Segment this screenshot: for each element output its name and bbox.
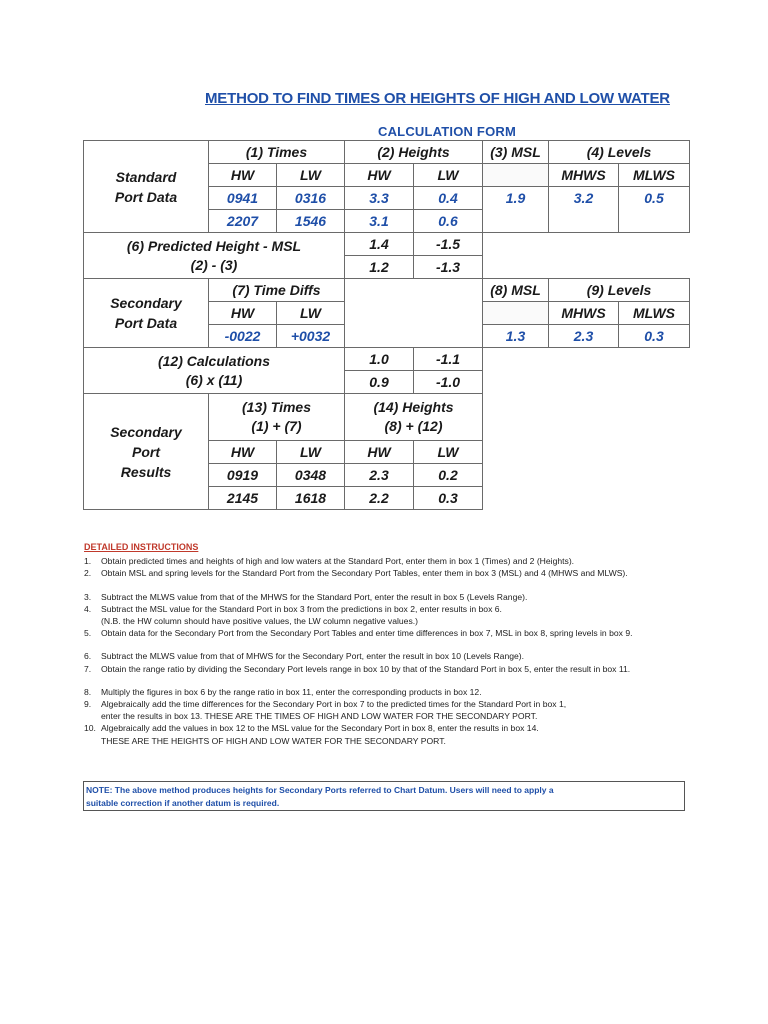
detailed-instructions [84, 541, 688, 747]
times13-line2: (1) + (7) [251, 418, 302, 434]
sec-mlws-value: 0.3 [619, 325, 690, 348]
res-lw-height-2: 0.3 [414, 487, 483, 510]
instruction-text: Obtain predicted times and heights of high and low waters at the Standard Port, enter them in box 1 (Times) and 2 (Heights). [101, 556, 575, 567]
heights-header: (2) Heights [345, 141, 483, 164]
times-header: (1) Times [209, 141, 345, 164]
instruction-item [84, 627, 688, 639]
calc-lw-2: -1.0 [414, 371, 483, 394]
instruction-number: 1. [84, 556, 92, 567]
sec-hw-header: HW [209, 302, 277, 325]
note-line-1: NOTE: The above method produces heights for Secondary Ports referred to Chart Datum. Users will need to apply a [86, 785, 554, 795]
standard-label-line2: Port Data [114, 188, 178, 205]
results-label-line3: Results [120, 463, 172, 480]
mhws-header: MHWS [549, 164, 619, 187]
calc-lw-1: -1.1 [414, 348, 483, 371]
msl8-header: (8) MSL [483, 279, 549, 302]
std-lw-height-1: 0.4 [414, 187, 483, 210]
standard-port-data-label [84, 141, 209, 233]
std-lw-height-header: LW [414, 164, 483, 187]
std-hw-height-2: 3.1 [345, 210, 414, 233]
instruction-text: Algebraically add the values in box 12 to the MSL value for the Secondary Port in box 8, enter the results in box 14. [101, 723, 539, 734]
empty-cell [483, 371, 690, 394]
datum-note-box [83, 781, 685, 811]
calc-label-line1: (12) Calculations [157, 352, 271, 369]
calc-hw-1: 1.0 [345, 348, 414, 371]
instruction-number: 8. [84, 686, 92, 697]
instruction-text: Multiply the figures in box 6 by the range ratio in box 11, enter the corresponding products in box 12. [101, 686, 482, 697]
standard-label-line1: Standard [115, 168, 177, 185]
page-title: METHOD TO FIND TIMES OR HEIGHTS OF HIGH AND LOW WATER [205, 90, 670, 107]
instruction-item [84, 686, 688, 698]
std-hw-time-2: 2207 [209, 210, 277, 233]
instruction-number: 9. [84, 699, 92, 710]
instruction-text: Obtain the range ratio by dividing the Secondary Port levels range in box 10 by that of the Standard Port in box 5, enter the result in box 11. [101, 663, 631, 674]
res-lw-time-1: 0348 [277, 464, 345, 487]
predicted-lw-2: -1.3 [414, 256, 483, 279]
std-hw-height-header: HW [345, 164, 414, 187]
msl-subheader-blank [483, 164, 549, 187]
calc-hw-2: 0.9 [345, 371, 414, 394]
sec-msl-value: 1.3 [483, 325, 549, 348]
predicted-label-line2: (2) - (3) [190, 256, 238, 273]
instruction-item [84, 591, 688, 603]
heights14-header [345, 394, 483, 441]
levels9-header: (9) Levels [549, 279, 690, 302]
secondary-port-data-label [84, 279, 209, 348]
instruction-number: 6. [84, 651, 92, 662]
instruction-text: Obtain MSL and spring levels for the Standard Port from the Secondary Port Tables, enter them in box 3 (MSL) and 4 (MHWS and MLWS). [101, 568, 628, 579]
calc-label-line2: (6) x (11) [185, 371, 243, 388]
predicted-hw-1: 1.4 [345, 233, 414, 256]
instruction-number: 7. [84, 663, 92, 674]
std-hw-height-1: 3.3 [345, 187, 414, 210]
instruction-item [84, 722, 688, 734]
instruction-continuation: enter the results in box 13. THESE ARE THE TIMES OF HIGH AND LOW WATER FOR THE SECONDARY PORT. [101, 711, 538, 722]
instruction-text: Subtract the MLWS value from that of MHWS for the Secondary Port, enter the result in box 10 (Levels Range). [101, 651, 525, 662]
instruction-number: 2. [84, 568, 92, 579]
instruction-item [84, 603, 688, 615]
heights14-line2: (8) + (12) [384, 418, 443, 434]
std-mhws-value: 3.2 [549, 187, 619, 233]
sec-mlws-header: MLWS [619, 302, 690, 325]
predicted-hw-2: 1.2 [345, 256, 414, 279]
instruction-text: Obtain data for the Secondary Port from the Secondary Port Tables and enter time differences in box 7, MSL in box 8, spring levels in box 9. [101, 628, 633, 639]
instruction-number: 10. [84, 723, 96, 734]
results-label-line1: Secondary [110, 423, 182, 440]
res-lw-time-header: LW [277, 441, 345, 464]
form-subtitle: CALCULATION FORM [378, 124, 516, 139]
empty-cell [483, 256, 690, 279]
sec-lw-header: LW [277, 302, 345, 325]
instruction-note: (N.B. the HW column should have positive values, the LW column negative values.) [101, 616, 419, 627]
instruction-number: 5. [84, 628, 92, 639]
heights14-line1: (14) Heights [373, 399, 454, 415]
std-hw-time-header: HW [209, 164, 277, 187]
note-line-2: suitable correction if another datum is required. [86, 798, 280, 808]
instruction-item [84, 650, 688, 662]
instruction-number: 3. [84, 591, 92, 602]
predicted-label-line1: (6) Predicted Height - MSL [126, 237, 302, 254]
instruction-item [84, 663, 688, 675]
std-hw-time-1: 0941 [209, 187, 277, 210]
std-mlws-value: 0.5 [619, 187, 690, 233]
secondary-label-line2: Port Data [114, 315, 178, 331]
std-lw-time-2: 1546 [277, 210, 345, 233]
instruction-continuation: THESE ARE THE HEIGHTS OF HIGH AND LOW WATER FOR THE SECONDARY PORT. [101, 735, 446, 746]
empty-cell [483, 394, 690, 441]
sec-mhws-header: MHWS [549, 302, 619, 325]
sec-hw-diff: -0022 [209, 325, 277, 348]
res-hw-time-header: HW [209, 441, 277, 464]
secondary-label-line1: Secondary [110, 295, 182, 311]
mlws-header: MLWS [619, 164, 690, 187]
res-lw-height-header: LW [414, 441, 483, 464]
res-hw-time-2: 2145 [209, 487, 277, 510]
res-hw-height-header: HW [345, 441, 414, 464]
empty-cell [483, 233, 690, 256]
res-hw-height-2: 2.2 [345, 487, 414, 510]
calculations-label [84, 348, 345, 394]
instruction-item [84, 567, 688, 579]
res-lw-time-2: 1618 [277, 487, 345, 510]
predicted-lw-1: -1.5 [414, 233, 483, 256]
std-lw-height-2: 0.6 [414, 210, 483, 233]
empty-cell [483, 348, 690, 371]
times13-header [209, 394, 345, 441]
calculation-form-table [83, 140, 690, 510]
instruction-text: Algebraically add the time differences for the Secondary Port in box 7 to the predicted times for the Standard Port in box 1, [101, 699, 567, 710]
instructions-heading: DETAILED INSTRUCTIONS [84, 542, 199, 552]
instruction-number: 4. [84, 603, 92, 614]
times13-line1: (13) Times [242, 399, 311, 415]
instruction-item [84, 698, 688, 710]
res-lw-height-1: 0.2 [414, 464, 483, 487]
instruction-text: Subtract the MSL value for the Standard Port in box 3 from the predictions in box 2, enter results in box 6. [101, 603, 502, 614]
blank-heights-area [345, 279, 483, 348]
instruction-item [84, 555, 688, 567]
empty-cell [483, 464, 690, 487]
instruction-text: Subtract the MLWS value from that of the MHWS for the Standard Port, enter the result in box 5 (Levels Range). [101, 591, 528, 602]
levels-header: (4) Levels [549, 141, 690, 164]
empty-cell [483, 441, 690, 464]
msl-header: (3) MSL [483, 141, 549, 164]
std-msl-value: 1.9 [483, 187, 549, 233]
predicted-height-label [84, 233, 345, 279]
res-hw-time-1: 0919 [209, 464, 277, 487]
time-diffs-header: (7) Time Diffs [209, 279, 345, 302]
std-lw-time-1: 0316 [277, 187, 345, 210]
sec-mhws-value: 2.3 [549, 325, 619, 348]
res-hw-height-1: 2.3 [345, 464, 414, 487]
msl8-subheader-blank [483, 302, 549, 325]
results-label-line2: Port [132, 443, 160, 460]
empty-cell [483, 487, 690, 510]
sec-lw-diff: +0032 [277, 325, 345, 348]
secondary-port-results-label [84, 394, 209, 510]
std-lw-time-header: LW [277, 164, 345, 187]
